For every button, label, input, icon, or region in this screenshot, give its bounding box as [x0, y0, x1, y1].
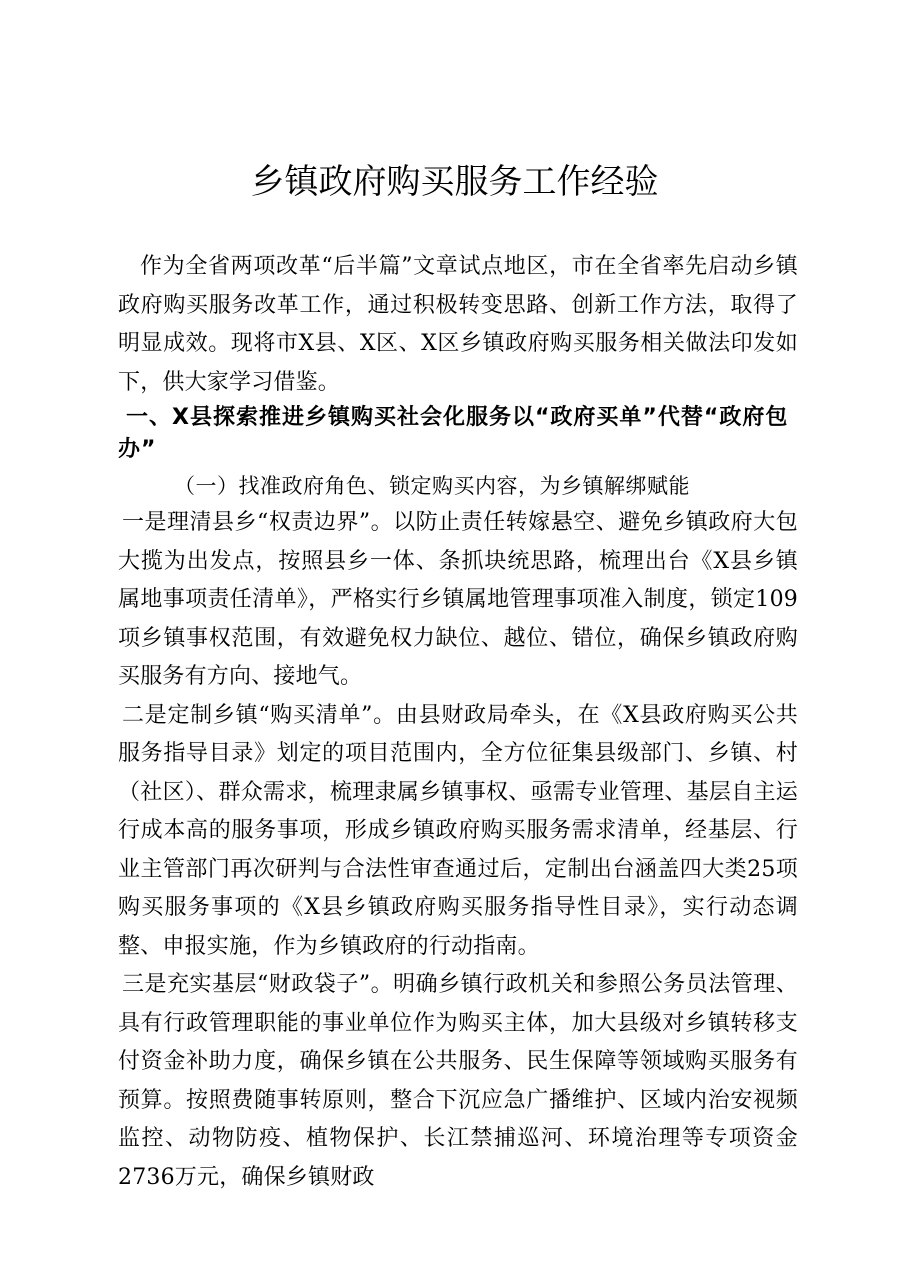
paragraph-point-2: 二是定制乡镇“购买清单”。由县财政局牵头，在《X县政府购买公共服务指导目录》划定的项目范围内，全方位征集县级部门、乡镇、村（社区）、群众需求，梳理隶属乡镇事权、亟需专业管理、基层自主运行成本高的服务事项，形成乡镇政府购买服务需求清单，经基层、行业主管部门再次研判与合法性审查通过后，定制出台涵盖四大类25项购买服务事项的《X县乡镇政府购买服务指导性目录》，实行动态调整、申报实施，作为乡镇政府的行动指南。: [118, 702, 798, 959]
section-heading-1: 一、X县探索推进乡镇购买社会化服务以“政府买单”代替“政府包办”: [118, 405, 789, 462]
document-body: [118, 248, 798, 1197]
document-title: 乡镇政府购买服务工作经验: [250, 162, 659, 202]
paragraph-point-3: 三是充实基层“财政袋子”。明确乡镇行政机关和参照公务员法管理、具有行政管理职能的事业单位作为购买主体，加大县级对乡镇转移支付资金补助力度，确保乡镇在公共服务、民生保障等领域购买服务有预算。按照费随事转原则，整合下沉应急广播维护、区域内治安视频监控、动物防疫、植物保护、长江禁捕巡河、环境治理等专项资金2736万元，确保乡镇财政: [118, 972, 798, 1190]
subsection-heading-1: （一）找准政府角色、锁定购买内容，为乡镇解绑赋能: [174, 474, 690, 498]
paragraph-point-1: 一是理清县乡“权责边界”。以防止责任转嫁悬空、避免乡镇政府大包大揽为出发点，按照县乡一体、条抓块统思路，梳理出台《X县乡镇属地事项责任清单》，严格实行乡镇属地管理事项准入制度，锁定109项乡镇事权范围，有效避免权力缺位、越位、错位，确保乡镇政府购买服务有方向、接地气。: [118, 510, 798, 689]
intro-paragraph: 作为全省两项改革“后半篇”文章试点地区，市在全省率先启动乡镇政府购买服务改革工作，通过积极转变思路、创新工作方法，取得了明显成效。现将市X县、X区、X区乡镇政府购买服务相关做法印发如下，供大家学习借鉴。: [118, 254, 798, 395]
